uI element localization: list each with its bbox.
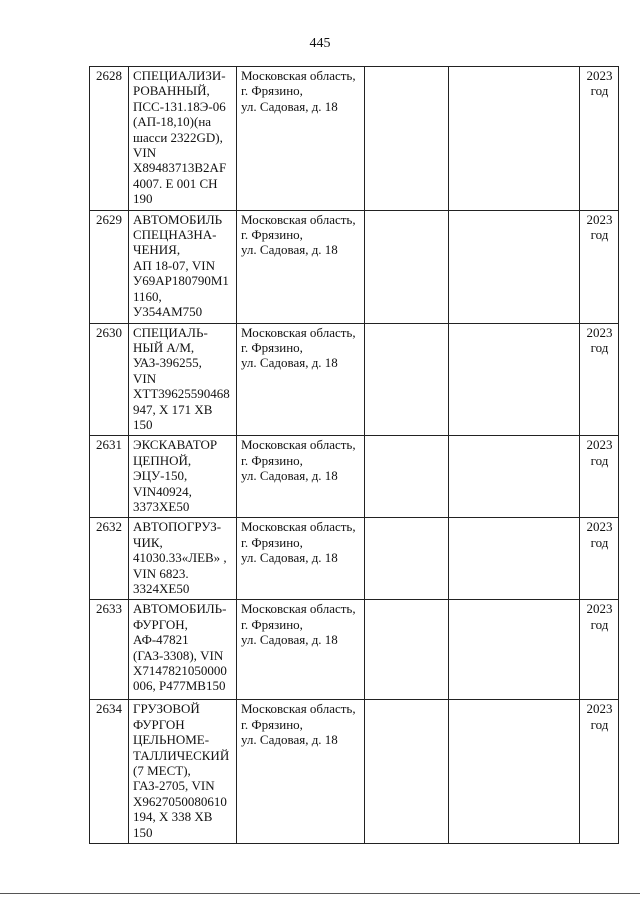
object-address: Московская область, г. Фрязино, ул. Садовая, д. 18 (237, 600, 365, 700)
table-row (90, 518, 619, 600)
year-cell: 2023 год (580, 436, 619, 518)
row-number: 2629 (90, 210, 129, 323)
object-name: СПЕЦИАЛИЗИ- РОВАННЫЙ, ПСС-131.18Э-06 (АП-18,10)(на шасси 2322GD), VIN X89483713B2AF 4007. Е 001 СН 190 (129, 67, 237, 211)
object-address: Московская область, г. Фрязино, ул. Садовая, д. 18 (237, 436, 365, 518)
property-table (89, 66, 619, 844)
empty-cell (449, 436, 580, 518)
object-address: Московская область, г. Фрязино, ул. Садовая, д. 18 (237, 323, 365, 436)
empty-cell (365, 67, 449, 211)
year-cell: 2023 год (580, 210, 619, 323)
table-row (90, 67, 619, 211)
empty-cell (365, 700, 449, 844)
empty-cell (365, 600, 449, 700)
object-name: АВТОПОГРУЗ- ЧИК, 41030.33«ЛЕВ» , VIN 6823. 3324ХЕ50 (129, 518, 237, 600)
empty-cell (449, 518, 580, 600)
year-cell: 2023 год (580, 600, 619, 700)
row-number: 2632 (90, 518, 129, 600)
empty-cell (365, 436, 449, 518)
object-name: АВТОМОБИЛЬ- ФУРГОН, АФ-47821 (ГАЗ-3308), VIN X7147821050000 006, Р477МВ150 (129, 600, 237, 700)
empty-cell (449, 323, 580, 436)
row-number: 2634 (90, 700, 129, 844)
empty-cell (365, 518, 449, 600)
year-cell: 2023 год (580, 323, 619, 436)
row-number: 2630 (90, 323, 129, 436)
year-cell: 2023 год (580, 518, 619, 600)
table-row (90, 436, 619, 518)
empty-cell (449, 67, 580, 211)
year-cell: 2023 год (580, 67, 619, 211)
row-number: 2628 (90, 67, 129, 211)
empty-cell (449, 210, 580, 323)
object-address: Московская область, г. Фрязино, ул. Садовая, д. 18 (237, 700, 365, 844)
object-name: СПЕЦИАЛЬ- НЫЙ А/М, УАЗ-396255, VIN ХТТ39625590468 947, Х 171 ХВ 150 (129, 323, 237, 436)
object-address: Московская область, г. Фрязино, ул. Садовая, д. 18 (237, 518, 365, 600)
object-name: АВТОМОБИЛЬ СПЕЦНАЗНА- ЧЕНИЯ, АП 18-07, VIN У69АР180790М1 1160, У354АМ750 (129, 210, 237, 323)
year-cell: 2023 год (580, 700, 619, 844)
object-address: Московская область, г. Фрязино, ул. Садовая, д. 18 (237, 67, 365, 211)
table-row (90, 210, 619, 323)
table-row (90, 323, 619, 436)
object-name: ЭКСКАВАТОР ЦЕПНОЙ, ЭЦУ-150, VIN40924, 3373ХЕ50 (129, 436, 237, 518)
table-row (90, 600, 619, 700)
empty-cell (449, 700, 580, 844)
row-number: 2633 (90, 600, 129, 700)
empty-cell (449, 600, 580, 700)
page-number: 445 (309, 36, 331, 51)
scan-edge-line (0, 893, 640, 894)
empty-cell (365, 323, 449, 436)
object-name: ГРУЗОВОЙ ФУРГОН ЦЕЛЬНОМЕ- ТАЛЛИЧЕСКИЙ (7 МЕСТ), ГАЗ-2705, VIN X9627050080610 194, Х 338 ХВ 150 (129, 700, 237, 844)
object-address: Московская область, г. Фрязино, ул. Садовая, д. 18 (237, 210, 365, 323)
row-number: 2631 (90, 436, 129, 518)
empty-cell (365, 210, 449, 323)
table-row (90, 700, 619, 844)
